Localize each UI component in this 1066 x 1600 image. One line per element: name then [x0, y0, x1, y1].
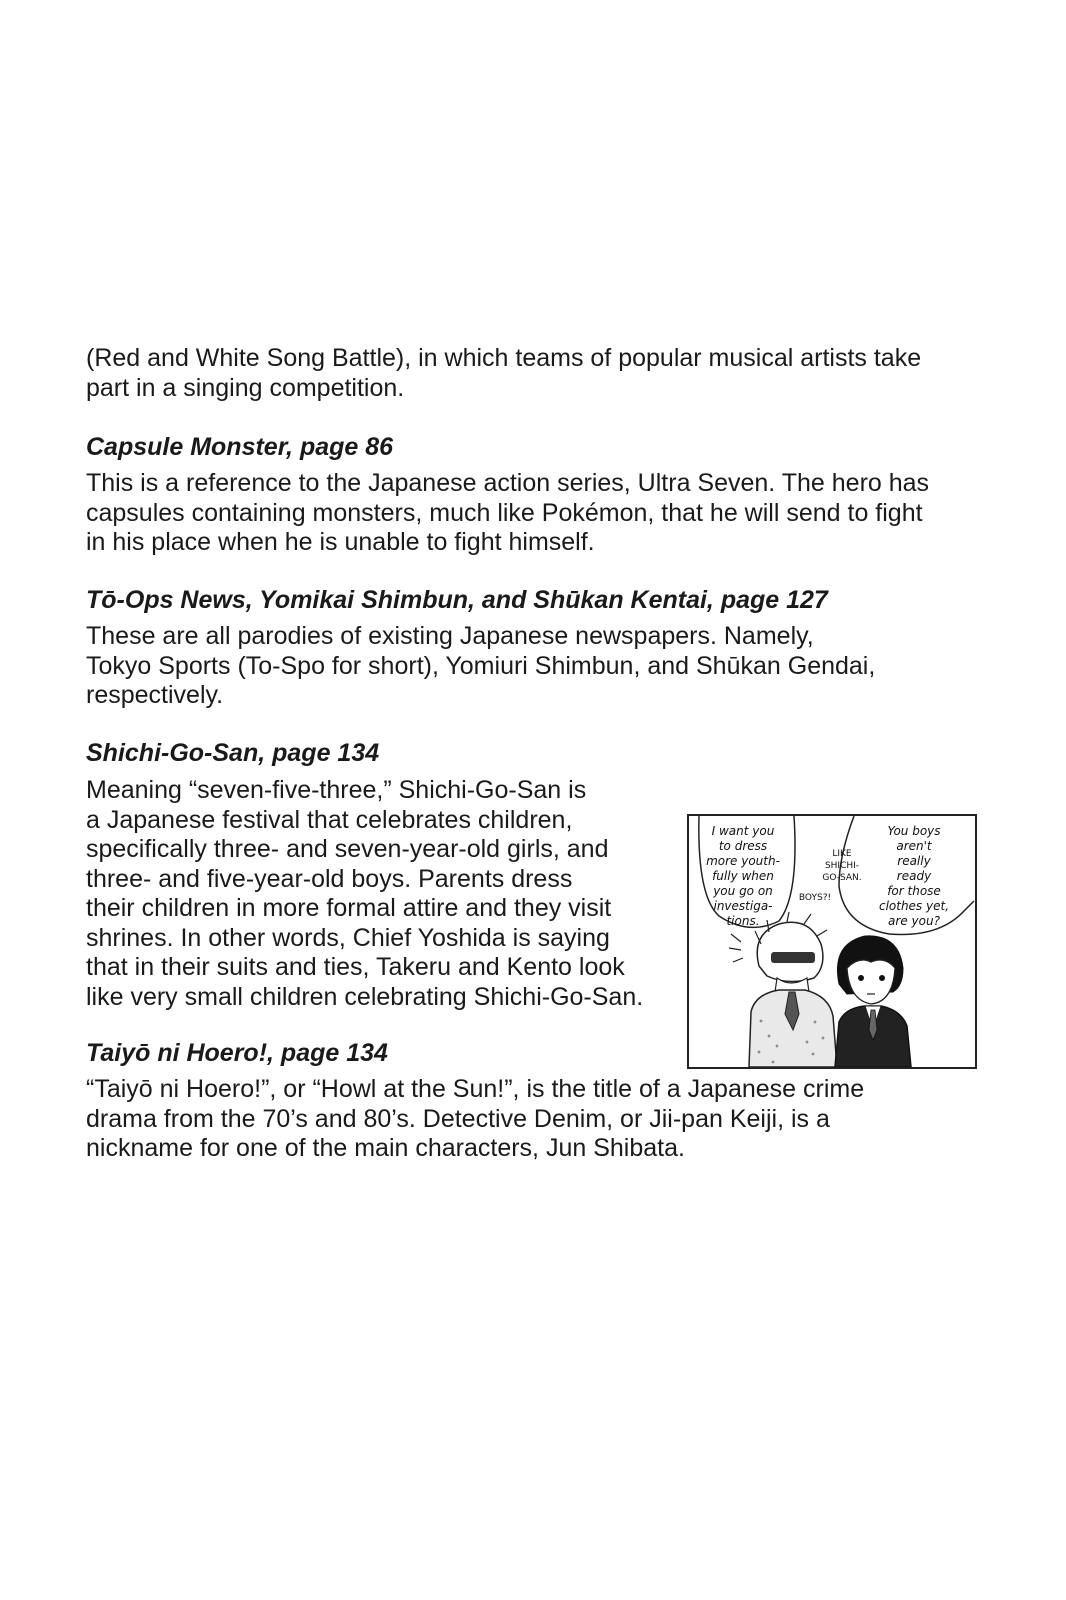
text-line: Meaning “seven-five-three,” Shichi-Go-San is [86, 776, 587, 804]
note-heading-capsule-monster: Capsule Monster, page 86 [86, 433, 394, 461]
text-line: a Japanese festival that celebrates children, [86, 805, 573, 834]
text-line: capsules containing monsters, much like Pokémon, that he will send to fight [86, 498, 923, 527]
bubble-line: SHICHI- [824, 861, 860, 871]
bubble-line: LIKE [832, 849, 852, 859]
text-line: specifically three- and seven-year-old girls, and [86, 835, 609, 863]
bubble-line: are you? [888, 914, 940, 928]
speech-bubble-left [693, 824, 793, 929]
text-line: that in their suits and ties, Takeru and Kento look [86, 953, 625, 981]
text-line: These are all parodies of existing Japanese newspapers. Namely, [86, 622, 814, 650]
text-line: part in a singing competition. [86, 373, 405, 402]
speech-bubble-right [861, 824, 967, 929]
note-body-newspapers [86, 622, 875, 711]
bubble-line: GO-SAN. [822, 873, 862, 883]
bubble-line: more youth- [706, 854, 780, 868]
text-line: in his place when he is unable to fight himself. [86, 528, 595, 556]
note-body-taiyo-ni-hoero [86, 1075, 864, 1164]
bubble-line: tions. [726, 914, 760, 928]
note-body-shichi-go-san [86, 776, 643, 1012]
bubble-line: fully when [712, 869, 774, 883]
text-line: three- and five-year-old boys. Parents dress [86, 864, 573, 893]
bubble-line: you go on [713, 884, 773, 898]
text-line: their children in more formal attire and they visit [86, 894, 612, 922]
text-line: (Red and White Song Battle), in which teams of popular musical artists take [86, 344, 922, 372]
bubble-line: ready [896, 869, 932, 883]
note-heading-taiyo-ni-hoero: Taiyō ni Hoero!, page 134 [86, 1039, 388, 1067]
text-line: drama from the 70’s and 80’s. Detective Denim, or Jii-pan Keiji, is a [86, 1104, 830, 1133]
bubble-line: for those [887, 884, 941, 898]
text-line: shrines. In other words, Chief Yoshida is saying [86, 923, 610, 952]
text-line: like very small children celebrating Shichi-Go-San. [86, 982, 644, 1011]
speech-boys-exclaim: BOYS?! [798, 893, 832, 903]
bubble-line: investiga- [713, 899, 773, 913]
bubble-line: really [897, 854, 931, 868]
manga-panel-illustration [687, 814, 977, 1069]
note-heading-newspapers: Tō-Ops News, Yomikai Shimbun, and Shūkan Kentai, page 127 [86, 586, 828, 614]
text-line: This is a reference to the Japanese action series, Ultra Seven. The hero has [86, 469, 930, 497]
bubble-line: to dress [718, 839, 768, 853]
speech-bubble-center [817, 848, 867, 884]
text-line: nickname for one of the main characters, Jun Shibata. [86, 1134, 685, 1162]
text-line: respectively. [86, 681, 224, 709]
bubble-line: aren't [896, 839, 932, 853]
bubble-line: You boys [887, 824, 941, 838]
bubble-line: I want you [711, 824, 775, 838]
note-heading-shichi-go-san: Shichi-Go-San, page 134 [86, 739, 380, 767]
bubble-line: clothes yet, [878, 899, 950, 913]
text-line: “Taiyō ni Hoero!”, or “Howl at the Sun!”, is the title of a Japanese crime [86, 1075, 865, 1103]
note-body-capsule-monster [86, 469, 929, 558]
text-line: Tokyo Sports (To-Spo for short), Yomiuri Shimbun, and Shūkan Gendai, [86, 651, 876, 680]
intro-paragraph [86, 344, 921, 403]
